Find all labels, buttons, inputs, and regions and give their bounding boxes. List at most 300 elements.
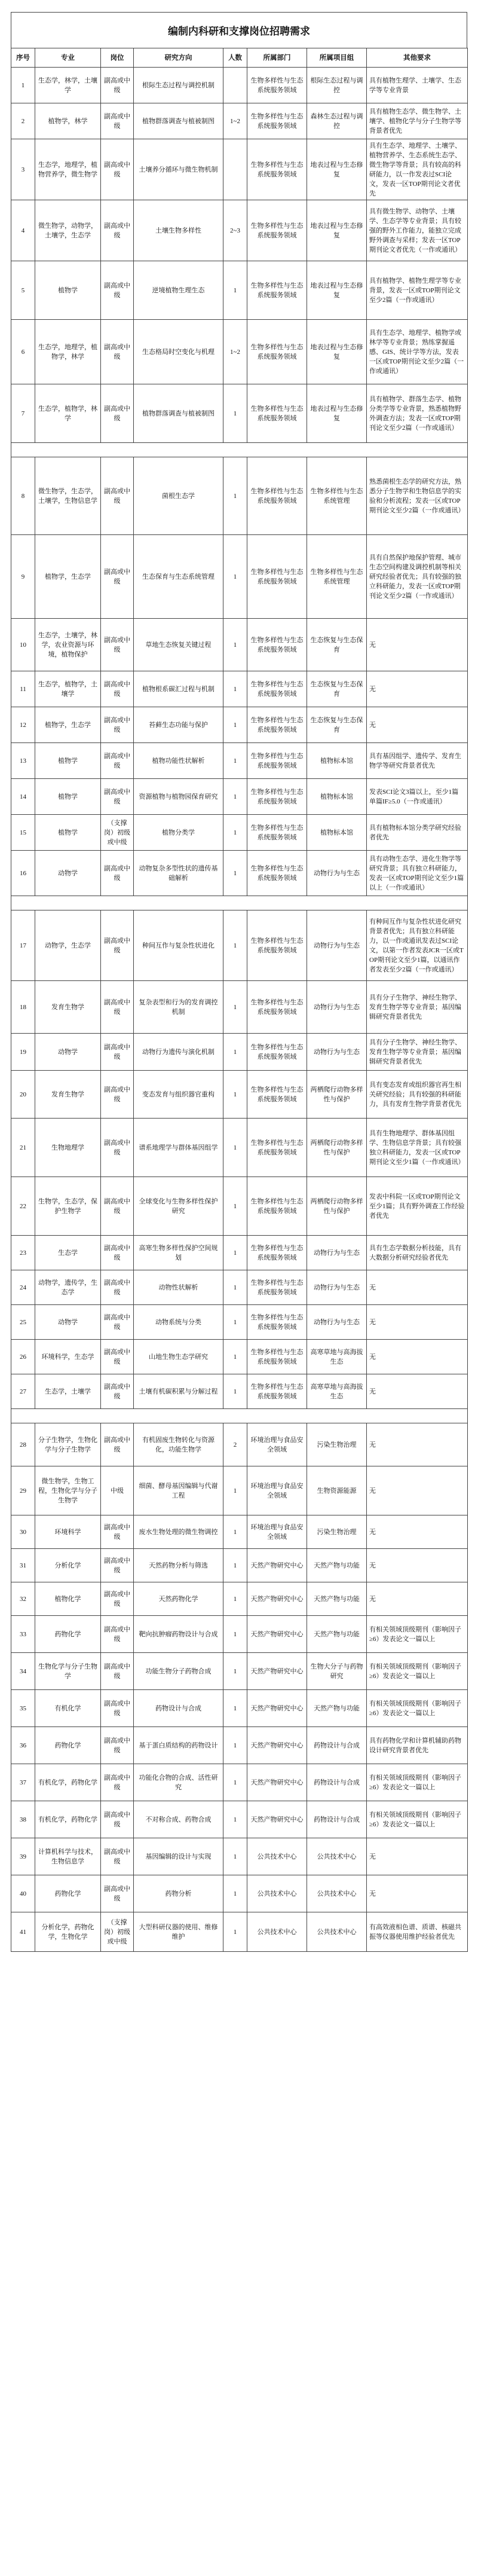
cell-requirements: 发表SCI论文3篇以上，至少1篇单篇IF≥5.0（一作或通讯） — [367, 779, 468, 815]
cell-requirements: 有相关领域顶级期刊（影响因子≥6）发表论文一篇以上 — [367, 1616, 468, 1653]
cell-department: 生物多样性与生态系统服务领域 — [247, 851, 307, 896]
cell-number: 28 — [11, 1423, 35, 1466]
header-cell: 其他要求 — [367, 48, 468, 68]
cell-count: 1 — [223, 457, 247, 535]
cell-number: 20 — [11, 1071, 35, 1119]
page-title: 编制内科研和支撑岗位招聘需求 — [11, 12, 467, 48]
cell-group: 动物行为与生态 — [307, 981, 367, 1034]
cell-requirements: 无 — [367, 619, 468, 671]
cell-group: 公共技术中心 — [307, 1912, 367, 1952]
table-row — [11, 384, 468, 443]
cell-department: 公共技术中心 — [247, 1912, 307, 1952]
cell-group: 生态恢复与生态保育 — [307, 671, 367, 707]
cell-department: 生物多样性与生态系统服务领域 — [247, 457, 307, 535]
cell-direction: 基因编辑的设计与实现 — [134, 1838, 223, 1875]
cell-number: 3 — [11, 139, 35, 200]
table-row — [11, 68, 468, 103]
table-row — [11, 1270, 468, 1305]
cell-major: 植物学 — [35, 815, 101, 851]
table-row — [11, 1616, 468, 1653]
cell-count: 1 — [223, 1119, 247, 1177]
cell-number: 12 — [11, 707, 35, 743]
cell-direction: 功能生物分子药物合成 — [134, 1653, 223, 1690]
table-row — [11, 1515, 468, 1549]
cell-direction: 变态发育与组织器官重构 — [134, 1071, 223, 1119]
cell-requirements: 具有生态学、地理学、土壤学、植物营养学、生态系统生态学、微生物学等背景；具有较高的科研能力，以一作发表过SCI论文，发表一区TOP期刊论文者优先 — [367, 139, 468, 200]
cell-post: 副高或中级 — [101, 1582, 134, 1616]
cell-post: 副高或中级 — [101, 1727, 134, 1764]
cell-count: 1 — [223, 261, 247, 320]
cell-major: 动物学，生态学 — [35, 910, 101, 981]
cell-group: 天然产物与功能 — [307, 1616, 367, 1653]
cell-group: 药物设计与合成 — [307, 1764, 367, 1801]
cell-department: 生物多样性与生态系统服务领域 — [247, 103, 307, 139]
cell-major: 发育生物学 — [35, 981, 101, 1034]
cell-direction: 功能化合物的合成、活性研究 — [134, 1764, 223, 1801]
cell-direction: 草地生态恢复关键过程 — [134, 619, 223, 671]
cell-major: 植物学，林学 — [35, 103, 101, 139]
cell-group: 公共技术中心 — [307, 1838, 367, 1875]
cell-direction: 植物分类学 — [134, 815, 223, 851]
cell-department: 生物多样性与生态系统服务领域 — [247, 261, 307, 320]
cell-group: 根际生态过程与调控 — [307, 68, 367, 103]
cell-direction: 有机固废生物转化与资源化，功能生物学 — [134, 1423, 223, 1466]
cell-department: 公共技术中心 — [247, 1838, 307, 1875]
table-row — [11, 1838, 468, 1875]
table-row — [11, 261, 468, 320]
cell-post: 副高或中级 — [101, 261, 134, 320]
cell-group: 生态恢复与生态保育 — [307, 707, 367, 743]
table-row — [11, 320, 468, 384]
cell-post: 副高或中级 — [101, 457, 134, 535]
section-gap-cell — [11, 443, 468, 457]
cell-number: 36 — [11, 1727, 35, 1764]
cell-direction: 土壤有机碳积累与分解过程 — [134, 1374, 223, 1409]
cell-number: 32 — [11, 1582, 35, 1616]
cell-group: 生物多样性与生态系统管理 — [307, 535, 367, 619]
cell-group: 动物行为与生态 — [307, 1270, 367, 1305]
cell-number: 35 — [11, 1690, 35, 1727]
cell-major: 植物学，生态学 — [35, 535, 101, 619]
cell-group: 生物多样性与生态系统管理 — [307, 457, 367, 535]
cell-direction: 资源植物与植物园保育研究 — [134, 779, 223, 815]
cell-major: 环境科学，生态学 — [35, 1340, 101, 1374]
cell-number: 10 — [11, 619, 35, 671]
cell-requirements: 具有分子生物学、神经生物学、发育生物学等专业背景；基因编辑研究背景者优先 — [367, 1034, 468, 1071]
cell-direction: 生态格局时空变化与机理 — [134, 320, 223, 384]
cell-count: 1 — [223, 1374, 247, 1409]
table-row — [11, 1653, 468, 1690]
cell-requirements: 无 — [367, 1305, 468, 1340]
cell-direction: 基于蛋白质结构的药物设计 — [134, 1727, 223, 1764]
cell-post: 副高或中级 — [101, 707, 134, 743]
cell-department: 天然产物研究中心 — [247, 1690, 307, 1727]
cell-department: 天然产物研究中心 — [247, 1653, 307, 1690]
cell-post: 副高或中级 — [101, 1305, 134, 1340]
cell-major: 植物化学 — [35, 1582, 101, 1616]
cell-number: 9 — [11, 535, 35, 619]
cell-count: 1 — [223, 1071, 247, 1119]
cell-number: 30 — [11, 1515, 35, 1549]
cell-department: 环境治理与食品安全领域 — [247, 1515, 307, 1549]
cell-department: 生物多样性与生态系统服务领域 — [247, 910, 307, 981]
cell-post: 副高或中级 — [101, 68, 134, 103]
cell-major: 分析化学 — [35, 1549, 101, 1582]
cell-group: 药物设计与合成 — [307, 1801, 367, 1838]
cell-count: 1 — [223, 1875, 247, 1912]
cell-group: 动物行为与生态 — [307, 1305, 367, 1340]
cell-department: 生物多样性与生态系统服务领域 — [247, 1177, 307, 1236]
cell-direction: 不对称合成、药物合成 — [134, 1801, 223, 1838]
cell-post: 副高或中级 — [101, 1764, 134, 1801]
cell-department: 生物多样性与生态系统服务领域 — [247, 1374, 307, 1409]
cell-post: 副高或中级 — [101, 535, 134, 619]
cell-direction: 植物群落调查与植被制图 — [134, 103, 223, 139]
cell-number: 37 — [11, 1764, 35, 1801]
cell-direction: 植物根系碳汇过程与机制 — [134, 671, 223, 707]
cell-major: 植物学 — [35, 261, 101, 320]
cell-number: 16 — [11, 851, 35, 896]
cell-group: 地表过程与生态修复 — [307, 200, 367, 261]
table-row — [11, 200, 468, 261]
cell-post: 副高或中级 — [101, 1616, 134, 1653]
cell-department: 生物多样性与生态系统服务领域 — [247, 707, 307, 743]
cell-number: 31 — [11, 1549, 35, 1582]
cell-count — [223, 139, 247, 200]
cell-department: 生物多样性与生态系统服务领域 — [247, 1340, 307, 1374]
table-row — [11, 707, 468, 743]
cell-department: 天然产物研究中心 — [247, 1764, 307, 1801]
table-row — [11, 1374, 468, 1409]
table-row — [11, 1875, 468, 1912]
cell-group: 动物行为与生态 — [307, 1034, 367, 1071]
cell-major: 分析化学，药物化学，生物化学 — [35, 1912, 101, 1952]
cell-requirements: 有种间互作与复杂性状进化研究背景者优先；具有独立科研能力，以一作或通讯发表过SCI论文，以第一作者发表JCR一区或TOP期刊论文至少1篇，以通讯作者发表至少2篇（一作或通讯） — [367, 910, 468, 981]
cell-requirements: 有相关领域顶级期刊（影响因子≥6）发表论文一篇以上 — [367, 1764, 468, 1801]
cell-count: 1 — [223, 1236, 247, 1270]
cell-group: 公共技术中心 — [307, 1875, 367, 1912]
cell-count: 1 — [223, 1653, 247, 1690]
section-gap-cell — [11, 1409, 468, 1423]
cell-requirements: 无 — [367, 1582, 468, 1616]
cell-post: 副高或中级 — [101, 1549, 134, 1582]
cell-department: 生物多样性与生态系统服务领域 — [247, 1236, 307, 1270]
cell-count: 2~3 — [223, 200, 247, 261]
table-row — [11, 103, 468, 139]
cell-department: 生物多样性与生态系统服务领域 — [247, 384, 307, 443]
cell-count: 1 — [223, 1616, 247, 1653]
cell-direction: 高寒生物多样性保护空间规划 — [134, 1236, 223, 1270]
cell-major: 动物学 — [35, 851, 101, 896]
cell-count: 1 — [223, 1838, 247, 1875]
cell-post: 副高或中级 — [101, 779, 134, 815]
cell-number: 1 — [11, 68, 35, 103]
cell-post: 副高或中级 — [101, 1236, 134, 1270]
table-row — [11, 981, 468, 1034]
cell-post: 副高或中级 — [101, 1838, 134, 1875]
cell-major: 微生物学，动物学，土壤学，生态学 — [35, 200, 101, 261]
cell-group: 森林生态过程与调控 — [307, 103, 367, 139]
table-body — [11, 68, 468, 1952]
cell-count: 1 — [223, 384, 247, 443]
cell-department: 天然产物研究中心 — [247, 1549, 307, 1582]
table-header — [11, 48, 468, 68]
cell-count: 1 — [223, 1764, 247, 1801]
cell-post: 副高或中级 — [101, 1374, 134, 1409]
cell-department: 生物多样性与生态系统服务领域 — [247, 981, 307, 1034]
cell-direction: 植物群落调查与植被制图 — [134, 384, 223, 443]
cell-group: 天然产物与功能 — [307, 1549, 367, 1582]
cell-number: 5 — [11, 261, 35, 320]
cell-department: 生物多样性与生态系统服务领域 — [247, 1270, 307, 1305]
cell-group: 高寒草地与高海拔生态 — [307, 1374, 367, 1409]
cell-post: 副高或中级 — [101, 1119, 134, 1177]
cell-requirements: 具有植物学、植物生理学等专业背景，发表一区或TOP期刊论文至少2篇（一作或通讯） — [367, 261, 468, 320]
table-row — [11, 1236, 468, 1270]
cell-department: 环境治理与食品安全领域 — [247, 1423, 307, 1466]
cell-major: 微生物学，生态学，土壤学，生物信息学 — [35, 457, 101, 535]
cell-department: 生物多样性与生态系统服务领域 — [247, 1071, 307, 1119]
cell-number: 39 — [11, 1838, 35, 1875]
cell-count: 1 — [223, 1466, 247, 1515]
cell-post: 副高或中级 — [101, 671, 134, 707]
cell-major: 生态学，植物学，土壤学 — [35, 671, 101, 707]
cell-direction: 靶向抗肿瘤药物设计与合成 — [134, 1616, 223, 1653]
table-row — [11, 457, 468, 535]
cell-number: 33 — [11, 1616, 35, 1653]
cell-major: 环境科学 — [35, 1515, 101, 1549]
section-gap — [11, 896, 468, 910]
cell-direction: 植物功能性状解析 — [134, 743, 223, 779]
cell-department: 生物多样性与生态系统服务领域 — [247, 535, 307, 619]
cell-department: 生物多样性与生态系统服务领域 — [247, 1119, 307, 1177]
cell-number: 22 — [11, 1177, 35, 1236]
cell-major: 有机化学，药物化学 — [35, 1764, 101, 1801]
cell-number: 25 — [11, 1305, 35, 1340]
cell-post: 中级 — [101, 1466, 134, 1515]
cell-count: 1 — [223, 1340, 247, 1374]
cell-direction: 天然药物分析与筛选 — [134, 1549, 223, 1582]
table-row — [11, 1582, 468, 1616]
cell-requirements: 发表中科院一区或TOP期刊论文至少1篇；具有野外调查工作经验者优先 — [367, 1177, 468, 1236]
cell-direction: 土壤养分循环与微生物机制 — [134, 139, 223, 200]
cell-number: 29 — [11, 1466, 35, 1515]
cell-number: 7 — [11, 384, 35, 443]
cell-group: 污染生物治理 — [307, 1515, 367, 1549]
cell-department: 生物多样性与生态系统服务领域 — [247, 619, 307, 671]
cell-department: 生物多样性与生态系统服务领域 — [247, 671, 307, 707]
cell-major: 生态学，土壤学 — [35, 1374, 101, 1409]
header-cell: 人数 — [223, 48, 247, 68]
cell-group: 植物标本馆 — [307, 779, 367, 815]
cell-requirements: 具有植物学、群落生态学、植物分类学等专业背景，熟悉植物野外调查方法；发表一区或TOP期刊论文至少2篇（一作或通讯） — [367, 384, 468, 443]
cell-requirements: 无 — [367, 1270, 468, 1305]
cell-direction: 天然药物化学 — [134, 1582, 223, 1616]
cell-group: 地表过程与生态修复 — [307, 261, 367, 320]
table-row — [11, 910, 468, 981]
cell-count: 1 — [223, 743, 247, 779]
cell-group: 地表过程与生态修复 — [307, 320, 367, 384]
cell-department: 天然产物研究中心 — [247, 1616, 307, 1653]
cell-requirements: 无 — [367, 1466, 468, 1515]
cell-number: 41 — [11, 1912, 35, 1952]
header-cell: 序号 — [11, 48, 35, 68]
cell-post: 副高或中级 — [101, 1423, 134, 1466]
cell-direction: 动物行为遗传与演化机制 — [134, 1034, 223, 1071]
cell-department: 生物多样性与生态系统服务领域 — [247, 1305, 307, 1340]
cell-group: 生态恢复与生态保育 — [307, 619, 367, 671]
cell-post: 副高或中级 — [101, 743, 134, 779]
table-row — [11, 139, 468, 200]
cell-major: 动物学 — [35, 1034, 101, 1071]
table-row — [11, 1912, 468, 1952]
table-row — [11, 1305, 468, 1340]
cell-group: 高寒草地与高海拔生态 — [307, 1340, 367, 1374]
cell-direction: 逆境植物生理生态 — [134, 261, 223, 320]
cell-post: 副高或中级 — [101, 1690, 134, 1727]
cell-count: 1 — [223, 619, 247, 671]
cell-number: 38 — [11, 1801, 35, 1838]
cell-requirements: 具有自然保护地保护管理、城市生态空间构建及调控机制等相关研究经验者优先；具有较强的独立科研能力，发表一区或TOP期刊论文至少2篇（一作或通讯） — [367, 535, 468, 619]
cell-requirements: 有相关领域顶级期刊（影响因子≥6）发表论文一篇以上 — [367, 1690, 468, 1727]
cell-department: 天然产物研究中心 — [247, 1727, 307, 1764]
section-gap — [11, 1409, 468, 1423]
cell-major: 有机化学 — [35, 1690, 101, 1727]
cell-department: 生物多样性与生态系统服务领域 — [247, 320, 307, 384]
cell-requirements: 具有植物生理学、土壤学、生态学等专业背景 — [367, 68, 468, 103]
cell-number: 13 — [11, 743, 35, 779]
cell-number: 2 — [11, 103, 35, 139]
cell-major: 有机化学，药物化学 — [35, 1801, 101, 1838]
cell-post: 副高或中级 — [101, 1177, 134, 1236]
cell-direction: 细菌、酵母基因编辑与代谢工程 — [134, 1466, 223, 1515]
cell-major: 生物化学与分子生物学 — [35, 1653, 101, 1690]
table-row — [11, 1071, 468, 1119]
cell-requirements: 无 — [367, 707, 468, 743]
cell-department: 生物多样性与生态系统服务领域 — [247, 815, 307, 851]
cell-number: 4 — [11, 200, 35, 261]
cell-number: 8 — [11, 457, 35, 535]
cell-major: 药物化学 — [35, 1875, 101, 1912]
cell-number: 6 — [11, 320, 35, 384]
cell-requirements: 具有微生物学、动物学、土壤学、生态学等专业背景；具有较强的野外工作能力，能独立完成野外调查与采样；发表一区TOP期刊论文者优先（一作或通讯） — [367, 200, 468, 261]
cell-major: 微生物学，生物工程，生物化学与分子生物学 — [35, 1466, 101, 1515]
cell-number: 17 — [11, 910, 35, 981]
cell-direction: 山地生物生态学研究 — [134, 1340, 223, 1374]
cell-department: 公共技术中心 — [247, 1875, 307, 1912]
cell-number: 11 — [11, 671, 35, 707]
table-row — [11, 1119, 468, 1177]
cell-department: 生物多样性与生态系统服务领域 — [247, 779, 307, 815]
cell-major: 生态学，植物学，林学 — [35, 384, 101, 443]
cell-group: 动物行为与生态 — [307, 1236, 367, 1270]
cell-major: 植物学 — [35, 779, 101, 815]
cell-requirements: 具有基因组学、遗传学、发育生物学等研究背景者优先 — [367, 743, 468, 779]
cell-number: 21 — [11, 1119, 35, 1177]
cell-requirements: 无 — [367, 1838, 468, 1875]
cell-group: 动物行为与生态 — [307, 910, 367, 981]
cell-major: 动物学，遗传学，生态学 — [35, 1270, 101, 1305]
table-row — [11, 1727, 468, 1764]
cell-direction: 药物设计与合成 — [134, 1690, 223, 1727]
cell-requirements: 熟悉菌根生态学的研究方法，熟悉分子生物学和生物信息学的实验和分析流程；发表一区或TOP期刊论文至少2篇（一作或通讯） — [367, 457, 468, 535]
cell-requirements: 具有生物地理学、群体基因组学、生物信息学背景；具有较强独立科研能力，发表一区或TOP期刊论文至少1篇（一作或通讯） — [367, 1119, 468, 1177]
cell-post: 副高或中级 — [101, 1515, 134, 1549]
cell-department: 天然产物研究中心 — [247, 1582, 307, 1616]
cell-requirements: 具有分子生物学、神经生物学、发育生物学等专业背景；基因编辑研究背景者优先 — [367, 981, 468, 1034]
table-row — [11, 779, 468, 815]
cell-post: 副高或中级 — [101, 103, 134, 139]
table-row — [11, 1764, 468, 1801]
cell-direction: 谱系地理学与群体基因组学 — [134, 1119, 223, 1177]
table-row — [11, 535, 468, 619]
cell-group: 药物设计与合成 — [307, 1727, 367, 1764]
cell-major: 药物化学 — [35, 1727, 101, 1764]
cell-department: 生物多样性与生态系统服务领域 — [247, 139, 307, 200]
table-row — [11, 1034, 468, 1071]
cell-count: 1 — [223, 1305, 247, 1340]
cell-requirements: 有相关领域顶级期刊（影响因子≥6）发表论文一篇以上 — [367, 1801, 468, 1838]
table-row — [11, 1466, 468, 1515]
cell-number: 15 — [11, 815, 35, 851]
cell-post: （支撑岗）初级或中级 — [101, 815, 134, 851]
cell-requirements: 具有变态发育或组织器官再生相关研究经验；具有较强的科研能力，具有发育生物学背景者优先 — [367, 1071, 468, 1119]
table-row — [11, 619, 468, 671]
table-row — [11, 743, 468, 779]
header-row — [11, 48, 468, 68]
cell-number: 26 — [11, 1340, 35, 1374]
cell-count: 1 — [223, 779, 247, 815]
cell-count: 1 — [223, 1515, 247, 1549]
recruitment-table — [11, 67, 468, 1952]
cell-number: 18 — [11, 981, 35, 1034]
cell-post: 副高或中级 — [101, 1071, 134, 1119]
cell-group: 天然产物与功能 — [307, 1582, 367, 1616]
cell-major: 生态学，林学，土壤学 — [35, 68, 101, 103]
cell-requirements: 具有药物化学和计算机辅助药物设计研究背景者优先 — [367, 1727, 468, 1764]
cell-count: 1 — [223, 910, 247, 981]
cell-major: 计算机科学与技术，生物信息学 — [35, 1838, 101, 1875]
cell-department: 生物多样性与生态系统服务领域 — [247, 68, 307, 103]
cell-post: 副高或中级 — [101, 320, 134, 384]
cell-group: 地表过程与生态修复 — [307, 384, 367, 443]
cell-requirements: 具有动物生态学、进化生物学等研究背景；具有独立科研能力，发表一区或TOP期刊论文至少1篇以上（一作或通讯） — [367, 851, 468, 896]
cell-requirements: 无 — [367, 1515, 468, 1549]
cell-direction: 全球变化与生物多样性保护研究 — [134, 1177, 223, 1236]
cell-post: 副高或中级 — [101, 910, 134, 981]
cell-group: 天然产物与功能 — [307, 1690, 367, 1727]
cell-department: 生物多样性与生态系统服务领域 — [247, 743, 307, 779]
cell-count: 1 — [223, 1034, 247, 1071]
cell-requirements: 无 — [367, 1875, 468, 1912]
cell-direction: 动物系统与分类 — [134, 1305, 223, 1340]
cell-post: 副高或中级 — [101, 981, 134, 1034]
cell-number: 14 — [11, 779, 35, 815]
cell-major: 分子生物学，生物化学与分子生物学 — [35, 1423, 101, 1466]
cell-major: 生态学，土壤学，林学，农业资源与环境，植物保护 — [35, 619, 101, 671]
cell-direction: 种间互作与复杂性状进化 — [134, 910, 223, 981]
cell-count: 1 — [223, 1727, 247, 1764]
cell-department: 环境治理与食品安全领域 — [247, 1466, 307, 1515]
cell-department: 生物多样性与生态系统服务领域 — [247, 1034, 307, 1071]
cell-count: 1 — [223, 1582, 247, 1616]
cell-count: 1 — [223, 1549, 247, 1582]
cell-post: 副高或中级 — [101, 851, 134, 896]
table-row — [11, 1340, 468, 1374]
cell-count: 1 — [223, 671, 247, 707]
cell-count: 2 — [223, 1423, 247, 1466]
table-row — [11, 1801, 468, 1838]
